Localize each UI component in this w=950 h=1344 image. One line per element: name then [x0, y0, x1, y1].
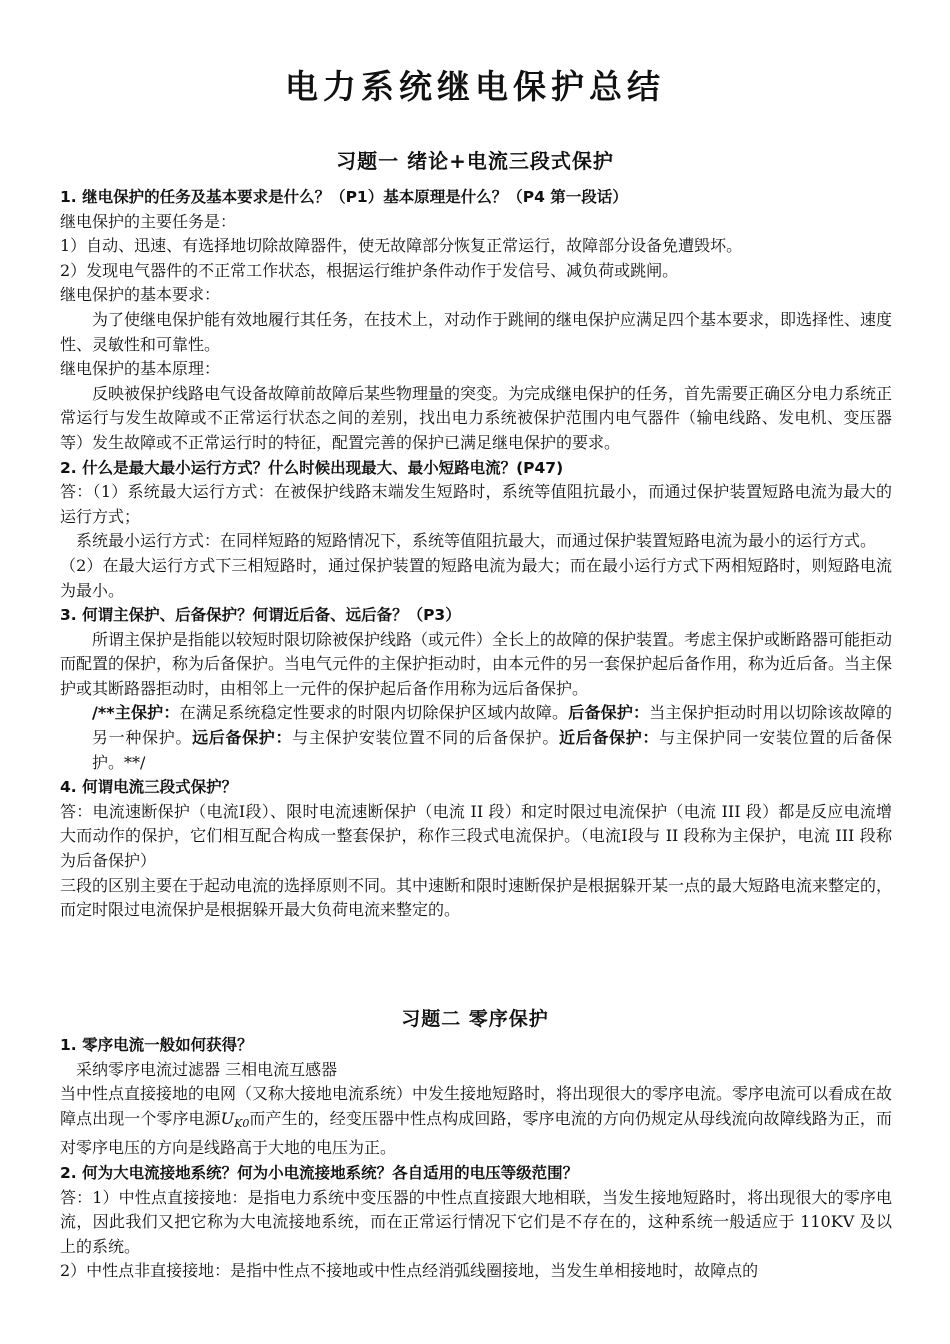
answer-2-2-part-1: 答：1）中性点直接接地：是指电力系统中变压器的中性点直接跟大地相联，当发生接地短路时，将出现很大的零序电流，因此我们又把它称为大电流接地系统，而在正常运行情况下它们是不存在的，这种系统一般适应于 110KV 及以上的系统。 [60, 1187, 892, 1256]
answer-2-1-line: 采纳零序电流过滤器 三相电流互感器 [76, 1059, 338, 1079]
answer-3-note [60, 701, 892, 775]
answer-2-1-text-a: 当中性点直接接地的电网（又称大接地电流系统）中发生接地短路时，将出现很大的零序电流。零序电流可以看成在故障点出现一个零序电源 [60, 1084, 893, 1128]
section-2-title: 习题二 零序保护 [401, 1008, 549, 1030]
note-key-remote: 远后备保护： [192, 728, 293, 748]
principle-heading: 继电保护的基本原理： [60, 359, 221, 379]
requirement-text: 为了使继电保护能有效地履行其任务，在技术上，对动作于跳闸的继电保护应满足四个基本要求，即选择性、速度性、灵敏性和可靠性。 [60, 309, 893, 354]
note-text-backup: 当主保护拒动时用以切除该故障的另一种保护。 [92, 703, 892, 748]
answer-2-part-1: 答：（1）系统最大运行方式：在被保护线路末端发生短路时，系统等值阻抗最小，而通过保护装置短路电流为最大的运行方式； [60, 482, 892, 526]
question-2-1: 1. 零序电流一般如何获得？ [60, 1036, 253, 1054]
note-text-remote: 与主保护安装位置不同的后备保护。 [292, 728, 560, 748]
note-text-main: 在满足系统稳定性要求的时限内切除保护区域内故障。 [179, 703, 569, 723]
section-1-body [60, 185, 892, 923]
answer-2-1-text [60, 1082, 892, 1161]
task-item-2: 2）发现电气器件的不正常工作状态，根据运行维护条件动作于发信号、减负荷或跳闸。 [60, 260, 679, 280]
question-2-2: 2. 何为大电流接地系统？何为小电流接地系统？各自适用的电压等级范围？ [60, 1163, 579, 1182]
answer-2-part-2: 系统最小运行方式：在同样短路的短路情况下，系统等值阻抗最大，而通过保护装置短路电流为最小的运行方式。 [76, 531, 877, 551]
answer-2-part-3: （2）在最大运行方式下三相短路时，通过保护装置的短路电流为最大；而在最小运行方式下两相短路时，则短路电流为最小。 [60, 555, 892, 600]
section-2-body [60, 1033, 892, 1284]
symbol-u: U [220, 1108, 235, 1128]
note-open: /** [92, 703, 115, 723]
question-1-3: 3. 何谓主保护、后备保护？何谓近后备、远后备？（P3） [60, 606, 461, 625]
question-1-1: 1. 继电保护的任务及基本要求是什么？（P1）基本原理是什么？（P4 第一段话） [60, 188, 628, 206]
symbol-subscript: K0 [234, 1116, 250, 1130]
answer-2-2-part-2: 2）中性点非直接接地：是指中性点不接地或中性点经消弧线圈接地，当发生单相接地时，故障点的 [60, 1261, 759, 1281]
note-text-local: 与主保护同一安装位置的后备保护。**/ [92, 728, 892, 772]
document-title: 电力系统继电保护总结 [285, 67, 665, 106]
note-key-backup: 后备保护： [568, 703, 650, 723]
answer-3: 所谓主保护是指能以较短时限切除被保护线路（或元件）全长上的故障的保护装置。考虑主保护或断路器可能拒动而配置的保护，称为后备保护。当电气元件的主保护拒动时，由本元件的另一套保护起后备作用，称为近后备。当主保护或其断路器拒动时，由相邻上一元件的保护起后备作用称为远后备保护。 [60, 629, 893, 698]
answer-4-extra: 三段的区别主要在于起动电流的选择原则不同。其中速断和限时速断保护是根据躲开某一点的最大短路电流来整定的，而定时限过电流保护是根据躲开最大负荷电流来整定的。 [60, 875, 893, 920]
note-key-local: 近后备保护： [559, 728, 660, 748]
question-1-2: 2. 什么是最大最小运行方式？什么时候出现最大、最小短路电流？(P47) [60, 458, 564, 477]
answer-2-1-text-b: 而产生的，经变压器中性点构成回路，零序电流的方向仍规定从母线流向故障线路为正，而对零序电压的方向是线路高于大地的电压为正。 [60, 1108, 892, 1158]
requirement-heading: 继电保护的基本要求： [60, 285, 221, 305]
note-key-main: 主保护： [114, 703, 180, 723]
answer-4: 答：电流速断保护（电流Ⅰ段）、限时电流速断保护（电流 II 段）和定时限过电流保护（电流 III 段）都是反应电流增大而动作的保护，它们相互配合构成一整套保护，称作三段式电流保护。（电流Ⅰ段与 II 段称为主保护，电流 III 段称为后备保护） [60, 801, 892, 871]
section-1-title: 习题一 绪论+电流三段式保护 [336, 149, 614, 173]
question-1-4: 4. 何谓电流三段式保护？ [60, 778, 238, 797]
principle-text: 反映被保护线路电气设备故障前故障后某些物理量的突变。为完成继电保护的任务，首先需要正确区分电力系统正常运行与发生故障或不正常运行状态之间的差别，找出电力系统被保护范围内电气器件（输电线路、发电机、变压器等）发生故障或不正常运行时的特征，配置完善的保护已满足继电保护的要求。 [60, 383, 893, 452]
task-heading: 继电保护的主要任务是： [60, 211, 237, 231]
task-item-1: 1）自动、迅速、有选择地切除故障器件，使无故障部分恢复正常运行，故障部分设备免遭毁坏。 [60, 236, 743, 256]
